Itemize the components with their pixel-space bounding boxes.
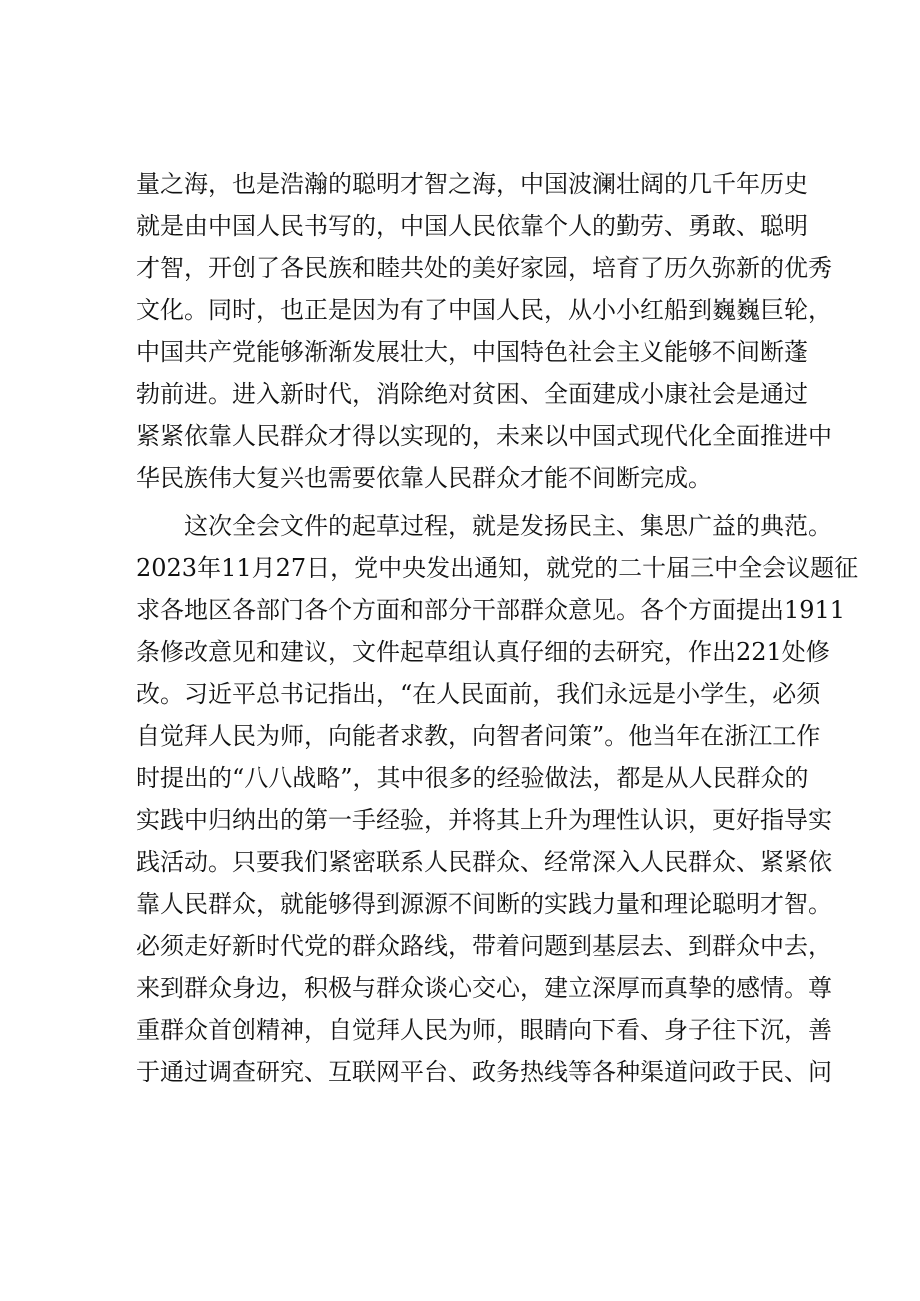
text-line: 文化。同时，也正是因为有了中国人民，从小小红船到巍巍巨轮， [136,296,832,324]
text-line: 中国共产党能够渐渐发展壮大，中国特色社会主义能够不间断蓬 [136,338,808,366]
text-line: 时提出的“八八战略”，其中很多的经验做法，都是从人民群众的 [136,764,809,792]
text-line: 求各地区各部门各个方面和部分干部群众意见。各个方面提出1911 [136,596,846,624]
text-line: 必须走好新时代党的群众路线，带着问题到基层去、到群众中去， [136,932,832,960]
text-line: 靠人民群众，就能够得到源源不间断的实践力量和理论聪明才智。 [136,890,832,918]
text-line: 条修改意见和建议，文件起草组认真仔细的去研究，作出221处修 [136,638,830,666]
text-line: 改。习近平总书记指出，“在人民面前，我们永远是小学生，必须 [136,680,821,708]
text-line: 勃前进。进入新时代，消除绝对贫困、全面建成小康社会是通过 [136,380,808,408]
text-line: 践活动。只要我们紧密联系人民群众、经常深入人民群众、紧紧依 [136,848,832,876]
text-line: 来到群众身边，积极与群众谈心交心，建立深厚而真挚的感情。尊 [136,974,832,1002]
text-line: 量之海，也是浩瀚的聪明才智之海，中国波澜壮阔的几千年历史 [136,170,808,198]
text-line: 就是由中国人民书写的，中国人民依靠个人的勤劳、勇敢、聪明 [136,212,808,240]
text-line: 2023年11月27日，党中央发出通知，就党的二十届三中全会议题征 [136,554,859,582]
text-line: 实践中归纳出的第一手经验，并将其上升为理性认识，更好指导实 [136,806,832,834]
text-line: 自觉拜人民为师，向能者求教，向智者问策”。他当年在浙江工作 [136,722,821,750]
text-line: 紧紧依靠人民群众才得以实现的，未来以中国式现代化全面推进中 [136,422,832,450]
text-line: 华民族伟大复兴也需要依靠人民群众才能不间断完成。 [136,464,712,492]
text-line: 重群众首创精神，自觉拜人民为师，眼睛向下看、身子往下沉，善 [136,1016,832,1044]
text-line: 于通过调查研究、互联网平台、政务热线等各种渠道问政于民、问 [136,1058,832,1086]
text-line: 这次全会文件的起草过程，就是发扬民主、集思广益的典范。 [184,512,832,540]
text-line: 才智，开创了各民族和睦共处的美好家园，培育了历久弥新的优秀 [136,254,832,282]
